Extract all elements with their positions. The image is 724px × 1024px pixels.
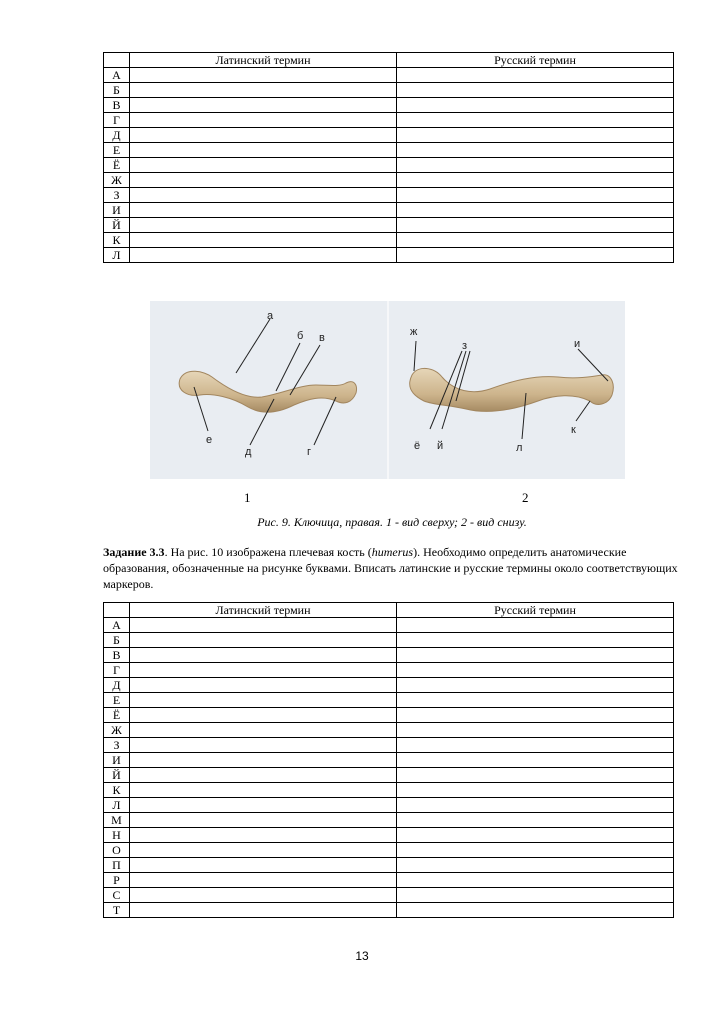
russian-term-cell[interactable] [397, 68, 674, 83]
label-e: е [206, 434, 213, 446]
table-row [104, 693, 674, 708]
table-row [104, 798, 674, 813]
latin-term-cell[interactable] [130, 813, 397, 828]
table-row [104, 248, 674, 263]
russian-term-cell[interactable] [397, 858, 674, 873]
russian-term-cell[interactable] [397, 128, 674, 143]
russian-term-cell[interactable] [397, 173, 674, 188]
row-letter: Г [104, 663, 130, 678]
row-letter: Н [104, 828, 130, 843]
latin-term-cell[interactable] [130, 248, 397, 263]
row-letter: К [104, 233, 130, 248]
russian-term-cell[interactable] [397, 188, 674, 203]
row-letter: В [104, 648, 130, 663]
row-letter: Й [104, 768, 130, 783]
row-letter: Е [104, 143, 130, 158]
latin-term-cell[interactable] [130, 903, 397, 918]
row-letter: О [104, 843, 130, 858]
latin-term-cell[interactable] [130, 783, 397, 798]
latin-term-cell[interactable] [130, 68, 397, 83]
russian-term-cell[interactable] [397, 798, 674, 813]
row-letter: А [104, 68, 130, 83]
table-row [104, 143, 674, 158]
table-row [104, 888, 674, 903]
latin-term-cell[interactable] [130, 83, 397, 98]
table-row [104, 873, 674, 888]
row-letter: Й [104, 218, 130, 233]
table-row [104, 678, 674, 693]
row-letter: Б [104, 83, 130, 98]
latin-term-cell[interactable] [130, 633, 397, 648]
latin-term-cell[interactable] [130, 753, 397, 768]
label-a: а [267, 310, 274, 322]
latin-term-cell[interactable] [130, 173, 397, 188]
label-v: в [319, 332, 325, 344]
table-row [104, 723, 674, 738]
russian-term-cell[interactable] [397, 633, 674, 648]
russian-term-cell[interactable] [397, 678, 674, 693]
row-letter: Ж [104, 173, 130, 188]
panel-number-2: 2 [522, 490, 529, 505]
row-letter: Г [104, 113, 130, 128]
label-z: з [462, 340, 468, 352]
table-row [104, 828, 674, 843]
table-row [104, 753, 674, 768]
table-row [104, 783, 674, 798]
figure-caption: Рис. 9. Ключица, правая. 1 - вид сверху; 2 - вид снизу. [257, 515, 527, 529]
russian-term-cell[interactable] [397, 618, 674, 633]
russian-term-cell[interactable] [397, 218, 674, 233]
russian-term-cell[interactable] [397, 768, 674, 783]
panel-number-1: 1 [244, 490, 251, 505]
russian-term-cell[interactable] [397, 83, 674, 98]
table-row [104, 203, 674, 218]
latin-term-cell[interactable] [130, 98, 397, 113]
row-letter: З [104, 738, 130, 753]
latin-term-cell[interactable] [130, 158, 397, 173]
table-row [104, 158, 674, 173]
russian-term-cell[interactable] [397, 98, 674, 113]
russian-term-cell[interactable] [397, 843, 674, 858]
table-row [104, 858, 674, 873]
row-letter: П [104, 858, 130, 873]
clavicle-illustration [150, 301, 625, 479]
label-b: б [297, 330, 304, 342]
latin-term-cell[interactable] [130, 143, 397, 158]
table-row [104, 618, 674, 633]
row-letter: З [104, 188, 130, 203]
latin-term-cell[interactable] [130, 113, 397, 128]
row-letter: Е [104, 693, 130, 708]
latin-term-cell[interactable] [130, 128, 397, 143]
latin-term-cell[interactable] [130, 843, 397, 858]
row-letter: М [104, 813, 130, 828]
russian-term-cell[interactable] [397, 203, 674, 218]
russian-term-cell[interactable] [397, 753, 674, 768]
latin-term-cell[interactable] [130, 738, 397, 753]
label-d: д [245, 446, 252, 458]
table-row [104, 113, 674, 128]
table-row [104, 648, 674, 663]
russian-term-cell[interactable] [397, 783, 674, 798]
russian-term-cell[interactable] [397, 158, 674, 173]
table-row [104, 68, 674, 83]
label-k: к [571, 424, 576, 436]
label-zh: ж [410, 326, 418, 338]
table-row [104, 903, 674, 918]
table-row [104, 98, 674, 113]
latin-term-cell[interactable] [130, 693, 397, 708]
table-row [104, 218, 674, 233]
table-header-row [104, 603, 674, 618]
latin-term-cell[interactable] [130, 233, 397, 248]
table-row [104, 128, 674, 143]
latin-term-cell[interactable] [130, 723, 397, 738]
latin-term-cell[interactable] [130, 858, 397, 873]
label-i: и [574, 338, 581, 350]
table-row [104, 663, 674, 678]
row-letter: И [104, 753, 130, 768]
russian-term-cell[interactable] [397, 888, 674, 903]
latin-term-cell[interactable] [130, 218, 397, 233]
russian-term-cell[interactable] [397, 143, 674, 158]
russian-term-cell[interactable] [397, 248, 674, 263]
table-row [104, 83, 674, 98]
row-letter: К [104, 783, 130, 798]
latin-term-cell[interactable] [130, 678, 397, 693]
latin-term-cell[interactable] [130, 618, 397, 633]
task-title: Задание 3.3 [103, 545, 165, 559]
header-russian-term: Русский термин [397, 53, 674, 68]
terms-table-1 [103, 52, 674, 263]
row-letter: В [104, 98, 130, 113]
russian-term-cell[interactable] [397, 828, 674, 843]
row-letter: А [104, 618, 130, 633]
latin-term-cell[interactable] [130, 828, 397, 843]
latin-term-cell[interactable] [130, 798, 397, 813]
header-letter [104, 603, 130, 618]
russian-term-cell[interactable] [397, 233, 674, 248]
latin-term-cell[interactable] [130, 648, 397, 663]
latin-term-cell[interactable] [130, 188, 397, 203]
header-latin-term: Латинский термин [130, 603, 397, 618]
russian-term-cell[interactable] [397, 873, 674, 888]
latin-term-cell[interactable] [130, 663, 397, 678]
table-header-row [104, 53, 674, 68]
table-row [104, 633, 674, 648]
clavicle-figure [150, 301, 625, 479]
russian-term-cell[interactable] [397, 113, 674, 128]
header-latin-term: Латинский термин [130, 53, 397, 68]
russian-term-cell[interactable] [397, 903, 674, 918]
label-g: г [307, 446, 312, 458]
russian-term-cell[interactable] [397, 648, 674, 663]
row-letter: Л [104, 798, 130, 813]
latin-term-cell[interactable] [130, 888, 397, 903]
table-row [104, 188, 674, 203]
row-letter: Б [104, 633, 130, 648]
latin-term-cell[interactable] [130, 873, 397, 888]
terms-table-2 [103, 602, 674, 918]
row-letter: Т [104, 903, 130, 918]
latin-term-cell[interactable] [130, 203, 397, 218]
row-letter: Ё [104, 708, 130, 723]
label-y: й [437, 440, 444, 452]
table-row [104, 233, 674, 248]
task-text-part1: . На рис. 10 изображена плечевая кость ( [164, 545, 372, 559]
table-row [104, 173, 674, 188]
row-letter: Л [104, 248, 130, 263]
table-row [104, 708, 674, 723]
page-number: 13 [355, 949, 369, 963]
clavicle-view-top [179, 371, 356, 412]
row-letter: Ж [104, 723, 130, 738]
row-letter: Д [104, 128, 130, 143]
label-yo: ё [414, 440, 421, 452]
russian-term-cell[interactable] [397, 693, 674, 708]
latin-term-cell[interactable] [130, 708, 397, 723]
table-row [104, 843, 674, 858]
row-letter: Д [104, 678, 130, 693]
label-l: л [516, 442, 523, 454]
header-russian-term: Русский термин [397, 603, 674, 618]
header-letter [104, 53, 130, 68]
task-text-part2: ). Необходимо определить анатомические образования, обозначенные на рисунке буквами. Вписать латинские и русские термины около соответствующих маркеров. [103, 545, 678, 591]
table-row [104, 738, 674, 753]
russian-term-cell[interactable] [397, 738, 674, 753]
table-row [104, 768, 674, 783]
russian-term-cell[interactable] [397, 663, 674, 678]
russian-term-cell[interactable] [397, 708, 674, 723]
row-letter: Ё [104, 158, 130, 173]
row-letter: И [104, 203, 130, 218]
russian-term-cell[interactable] [397, 813, 674, 828]
latin-term-cell[interactable] [130, 768, 397, 783]
task-description [103, 544, 678, 592]
row-letter: С [104, 888, 130, 903]
russian-term-cell[interactable] [397, 723, 674, 738]
row-letter: Р [104, 873, 130, 888]
table-row [104, 813, 674, 828]
task-latin-term: humerus [371, 545, 414, 559]
